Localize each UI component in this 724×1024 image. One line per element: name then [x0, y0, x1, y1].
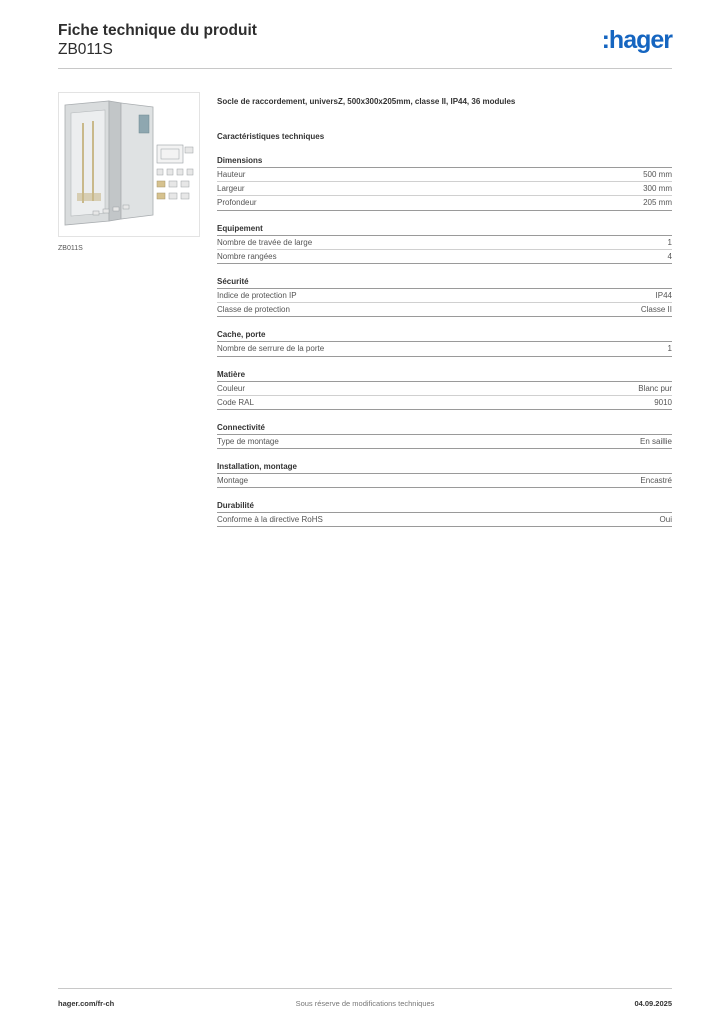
section-title: Sécurité [217, 275, 672, 289]
spec-row [217, 435, 672, 449]
spec-value: 1 [667, 344, 672, 354]
spec-value: Oui [659, 515, 672, 525]
spec-section [217, 275, 672, 317]
spec-value: 300 mm [643, 184, 672, 194]
spec-section [217, 328, 672, 356]
spec-label: Hauteur [217, 170, 246, 179]
spec-row [217, 182, 672, 196]
product-details [217, 96, 672, 527]
product-image [58, 92, 200, 237]
spec-section [217, 222, 672, 264]
section-title: Cache, porte [217, 328, 672, 342]
section-title: Equipement [217, 222, 672, 236]
spec-label: Nombre rangées [217, 251, 277, 261]
page-footer [58, 988, 672, 1014]
spec-label: Profondeur [217, 198, 257, 208]
spec-row [217, 250, 672, 264]
footer-website: hager.com/fr-ch [58, 999, 115, 1008]
spec-row [217, 168, 672, 182]
spec-row [217, 236, 672, 250]
spec-label: Couleur [217, 383, 246, 393]
spec-row [217, 196, 672, 210]
spec-value: 500 mm [643, 170, 672, 179]
section-title: Dimensions [217, 154, 672, 168]
spec-row [217, 474, 672, 488]
spec-label: Conforme à la directive RoHS [217, 515, 323, 525]
spec-sections [217, 154, 672, 527]
product-reference: ZB011S [58, 41, 113, 58]
section-title: Connectivité [217, 421, 672, 435]
hager-logo: :hager [601, 26, 672, 54]
spec-row [217, 382, 672, 396]
spec-value: IP44 [655, 290, 672, 300]
page-header [58, 22, 672, 69]
product-description: Socle de raccordement, universZ, 500x300x205mm, classe II, IP44, 36 modules [217, 97, 516, 106]
spec-label: Classe de protection [217, 305, 290, 315]
section-title: Matière [217, 368, 672, 382]
spec-value: 205 mm [643, 198, 672, 208]
footer-notice: Sous réserve de modifications techniques [295, 999, 435, 1008]
spec-label: Nombre de serrure de la porte [217, 344, 325, 354]
specs-heading: Caractéristiques techniques [217, 132, 325, 141]
spec-value: Encastré [640, 476, 672, 486]
section-title: Installation, montage [217, 460, 672, 474]
spec-row [217, 303, 672, 317]
spec-label: Type de montage [217, 436, 279, 446]
spec-value: En saillie [639, 436, 672, 446]
section-title: Durabilité [217, 499, 672, 513]
spec-value: Blanc pur [638, 383, 672, 393]
spec-section [217, 154, 672, 211]
spec-section [217, 421, 672, 449]
spec-label: Indice de protection IP [217, 290, 297, 300]
page-title: Fiche technique du produit [58, 22, 257, 39]
spec-value: 1 [667, 237, 672, 247]
image-caption: ZB011S [58, 245, 83, 252]
spec-row [217, 342, 672, 356]
spec-value: Classe II [640, 305, 672, 315]
spec-row [217, 289, 672, 303]
spec-section [217, 368, 672, 410]
spec-label: Montage [217, 476, 249, 486]
spec-row [217, 396, 672, 410]
spec-value: 9010 [654, 397, 672, 407]
spec-section [217, 499, 672, 527]
spec-value: 4 [667, 251, 672, 261]
spec-section [217, 460, 672, 488]
footer-date: 04.09.2025 [634, 999, 672, 1008]
spec-label: Largeur [217, 184, 245, 194]
spec-row [217, 513, 672, 527]
spec-label: Nombre de travée de large [217, 237, 313, 247]
spec-label: Code RAL [217, 397, 254, 407]
enclosure-illustration [59, 93, 199, 236]
